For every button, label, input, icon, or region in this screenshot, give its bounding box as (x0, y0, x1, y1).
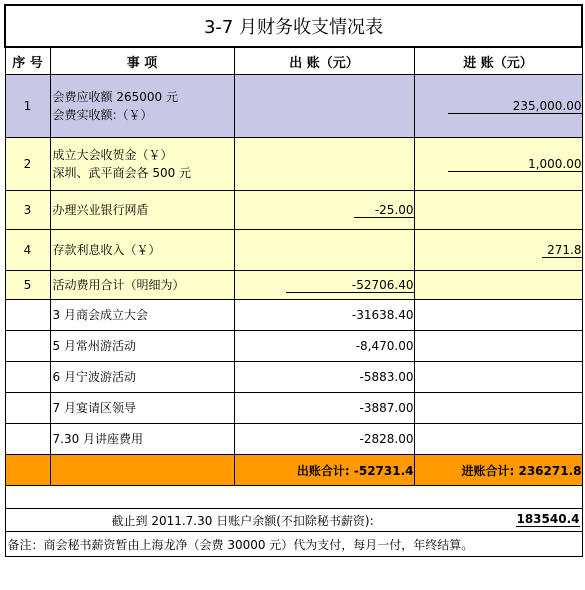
table-row (5, 300, 582, 331)
row-out-amount: -25.00 (234, 191, 414, 230)
row-description: 活动费用合计（明细为） (50, 271, 234, 300)
row-number: 3 (5, 191, 50, 230)
table-row (5, 393, 582, 424)
header-no: 序 号 (5, 47, 50, 75)
totals-row (5, 455, 582, 486)
table-row (5, 138, 582, 191)
note-text: 备注：商会秘书薪资暂由上海龙净（会费 30000 元）代为支付，每月一付，年终结算。 (5, 532, 582, 557)
row-number (5, 300, 50, 331)
row-out-amount: -8,470.00 (234, 331, 414, 362)
row-description: 存款利息收入（￥） (50, 230, 234, 271)
header-item: 事 项 (50, 47, 234, 75)
row-number (5, 362, 50, 393)
row-in-amount (414, 393, 582, 424)
row-description: 会费应收额 265000 元 会费实收额:（￥） (50, 75, 234, 138)
row-in-amount (414, 191, 582, 230)
row-description: 办理兴业银行网盾 (50, 191, 234, 230)
page-title: 3-7 月财务收支情况表 (5, 5, 582, 47)
row-number (5, 331, 50, 362)
row-in-amount (414, 362, 582, 393)
row-description: 成立大会收贺金（￥） 深圳、武平商会各 500 元 (50, 138, 234, 191)
row-description: 7 月宴请区领导 (50, 393, 234, 424)
row-out-amount (234, 75, 414, 138)
row-out-amount: -52706.40 (234, 271, 414, 300)
table-row (5, 191, 582, 230)
row-description: 3 月商会成立大会 (50, 300, 234, 331)
note-row (5, 532, 582, 557)
row-description: 5 月常州游活动 (50, 331, 234, 362)
row-number: 5 (5, 271, 50, 300)
row-in-amount (414, 424, 582, 455)
total-out: 出账合计: -52731.4 (234, 455, 414, 486)
finance-table (4, 4, 583, 557)
table-row (5, 75, 582, 138)
row-in-amount: 271.8 (414, 230, 582, 271)
row-out-amount: -3887.00 (234, 393, 414, 424)
table-row (5, 362, 582, 393)
table-row (5, 331, 582, 362)
balance-value: 183540.4 (516, 512, 580, 526)
row-in-amount: 1,000.00 (414, 138, 582, 191)
row-out-amount (234, 230, 414, 271)
row-in-amount (414, 271, 582, 300)
row-in-amount (414, 331, 582, 362)
row-out-amount: -2828.00 (234, 424, 414, 455)
row-number (5, 424, 50, 455)
row-description: 7.30 月讲座费用 (50, 424, 234, 455)
row-out-amount (234, 138, 414, 191)
table-row (5, 424, 582, 455)
totals-blank-item (50, 455, 234, 486)
row-description: 6 月宁波游活动 (50, 362, 234, 393)
header-in: 进 账（元） (414, 47, 582, 75)
total-in: 进账合计: 236271.8 (414, 455, 582, 486)
row-in-amount (414, 300, 582, 331)
balance-cell (5, 509, 582, 532)
row-number (5, 393, 50, 424)
row-number: 2 (5, 138, 50, 191)
table-row (5, 230, 582, 271)
blank-cell (5, 486, 582, 509)
balance-label: 截止到 2011.7.30 日账户余额(不扣除秘书薪资): (111, 514, 374, 528)
row-number: 4 (5, 230, 50, 271)
row-number: 1 (5, 75, 50, 138)
row-out-amount: -31638.40 (234, 300, 414, 331)
balance-row (5, 509, 582, 532)
row-in-amount: 235,000.00 (414, 75, 582, 138)
blank-row (5, 486, 582, 509)
totals-blank-no (5, 455, 50, 486)
header-out: 出 账（元） (234, 47, 414, 75)
row-out-amount: -5883.00 (234, 362, 414, 393)
table-row (5, 271, 582, 300)
